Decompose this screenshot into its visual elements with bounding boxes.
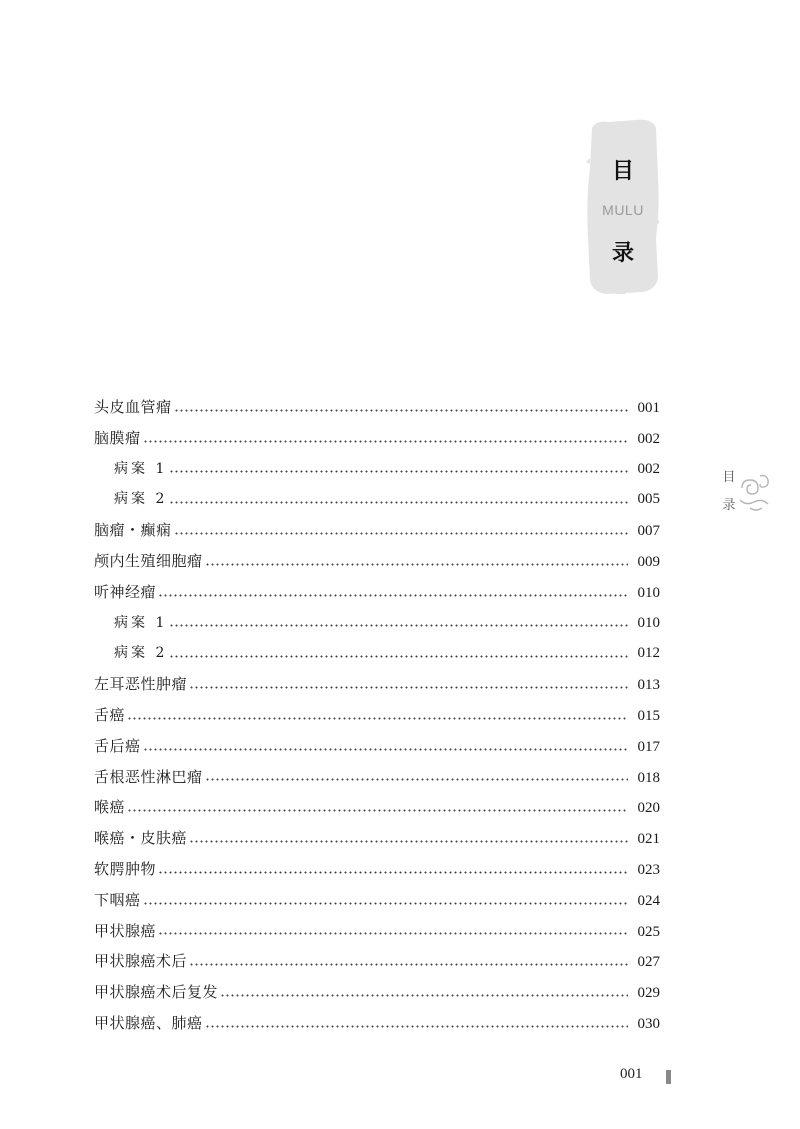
- toc-leader-dots: [205, 563, 628, 566]
- toc-entry[interactable]: [94, 577, 660, 608]
- toc-entry-label: 左耳恶性肿瘤: [94, 675, 188, 694]
- toc-entry-label: 颅内生殖细胞瘤: [94, 551, 203, 570]
- toc-entry-page: 013: [637, 677, 660, 694]
- toc-entry-page: 002: [637, 430, 660, 447]
- toc-entry[interactable]: [94, 1008, 660, 1039]
- toc-entry-page: 010: [637, 584, 660, 601]
- toc-entry[interactable]: [94, 885, 660, 916]
- toc-leader-dots: [169, 470, 627, 473]
- toc-leader-dots: [205, 1025, 628, 1028]
- toc-entry[interactable]: [94, 546, 660, 577]
- toc-entry-page: 009: [637, 553, 660, 570]
- title-latin: MULU: [602, 202, 644, 218]
- toc-entry-label: 脑瘤・癫痫: [94, 521, 172, 540]
- side-tab-char-2: 录: [722, 498, 736, 513]
- toc-entry[interactable]: [94, 792, 660, 823]
- toc-leader-dots: [169, 501, 627, 504]
- toc-entry-page: 030: [637, 1015, 660, 1032]
- toc-entry[interactable]: [94, 484, 660, 515]
- page-number: 001: [620, 1066, 643, 1082]
- toc-entry-label: 舌后癌: [94, 736, 141, 755]
- toc-leader-dots: [205, 778, 628, 781]
- toc-entry[interactable]: [94, 423, 660, 454]
- table-of-contents: [94, 392, 660, 1039]
- toc-leader-dots: [127, 809, 627, 812]
- toc-entry-page: 021: [637, 831, 660, 848]
- toc-entry-label: 下咽癌: [94, 890, 141, 909]
- toc-entry-label: 舌癌: [94, 705, 126, 724]
- toc-entry-page: 007: [637, 523, 660, 540]
- toc-entry-page: 001: [637, 400, 660, 416]
- toc-entry[interactable]: [94, 762, 660, 793]
- toc-entry-label: 甲状腺癌、肺癌: [94, 1013, 203, 1032]
- toc-entry-page: 002: [637, 460, 660, 477]
- toc-leader-dots: [158, 871, 627, 874]
- toc-leader-dots: [189, 686, 627, 689]
- cloud-ornament-icon: [736, 470, 772, 514]
- toc-entry[interactable]: [94, 946, 660, 977]
- toc-entry[interactable]: [94, 638, 660, 669]
- toc-leader-dots: [158, 932, 627, 935]
- toc-entry-label: 软腭肿物: [94, 859, 157, 878]
- toc-leader-dots: [143, 902, 628, 905]
- page-number-bar: [666, 1070, 671, 1084]
- toc-leader-dots: [127, 717, 627, 720]
- toc-entry-label: 甲状腺癌: [94, 921, 157, 940]
- toc-entry-page: 010: [637, 614, 660, 631]
- toc-entry-page: 018: [637, 769, 660, 786]
- toc-leader-dots: [143, 748, 628, 751]
- toc-entry-label: 喉癌・皮肤癌: [94, 829, 188, 848]
- toc-entry-label: 病案 2: [114, 491, 168, 508]
- toc-entry-page: 017: [637, 738, 660, 755]
- toc-entry-page: 023: [637, 861, 660, 878]
- toc-entry[interactable]: [94, 700, 660, 731]
- toc-entry-page: 024: [637, 892, 660, 909]
- title-block: [586, 118, 660, 294]
- toc-entry[interactable]: [94, 392, 660, 423]
- title-char-2: 录: [611, 240, 634, 266]
- toc-entry[interactable]: [94, 669, 660, 700]
- toc-entry-page: 005: [637, 491, 660, 508]
- toc-entry[interactable]: [94, 515, 660, 546]
- toc-leader-dots: [189, 963, 627, 966]
- toc-entry-label: 甲状腺癌术后: [94, 952, 188, 971]
- toc-leader-dots: [169, 655, 627, 658]
- toc-entry-label: 病案 1: [114, 460, 168, 477]
- toc-leader-dots: [174, 409, 628, 412]
- toc-entry-label: 舌根恶性淋巴瘤: [94, 767, 203, 786]
- toc-leader-dots: [220, 994, 627, 997]
- toc-entry-label: 病案 1: [114, 614, 168, 631]
- toc-leader-dots: [169, 624, 627, 627]
- toc-entry[interactable]: [94, 731, 660, 762]
- toc-entry[interactable]: [94, 608, 660, 639]
- toc-entry-label: 病案 2: [114, 645, 168, 662]
- toc-entry-page: 015: [637, 707, 660, 724]
- toc-entry-page: 029: [637, 985, 660, 1002]
- toc-entry-label: 听神经瘤: [94, 582, 157, 601]
- side-tab-char-1: 目: [722, 470, 736, 485]
- toc-leader-dots: [174, 532, 628, 535]
- toc-entry-page: 020: [637, 800, 660, 817]
- toc-leader-dots: [158, 594, 627, 597]
- toc-entry-label: 头皮血管瘤: [94, 398, 172, 416]
- toc-leader-dots: [143, 440, 628, 443]
- toc-entry-page: 025: [637, 923, 660, 940]
- toc-leader-dots: [189, 840, 627, 843]
- toc-entry-page: 027: [637, 954, 660, 971]
- toc-entry[interactable]: [94, 854, 660, 885]
- toc-entry-label: 脑膜瘤: [94, 428, 141, 447]
- title-char-1: 目: [611, 158, 634, 184]
- toc-entry-label: 喉癌: [94, 798, 126, 817]
- toc-entry[interactable]: [94, 916, 660, 947]
- toc-entry[interactable]: [94, 454, 660, 485]
- toc-entry[interactable]: [94, 977, 660, 1008]
- toc-entry[interactable]: [94, 823, 660, 854]
- side-tab: [722, 464, 772, 524]
- toc-entry-page: 012: [637, 645, 660, 662]
- toc-entry-label: 甲状腺癌术后复发: [94, 983, 219, 1002]
